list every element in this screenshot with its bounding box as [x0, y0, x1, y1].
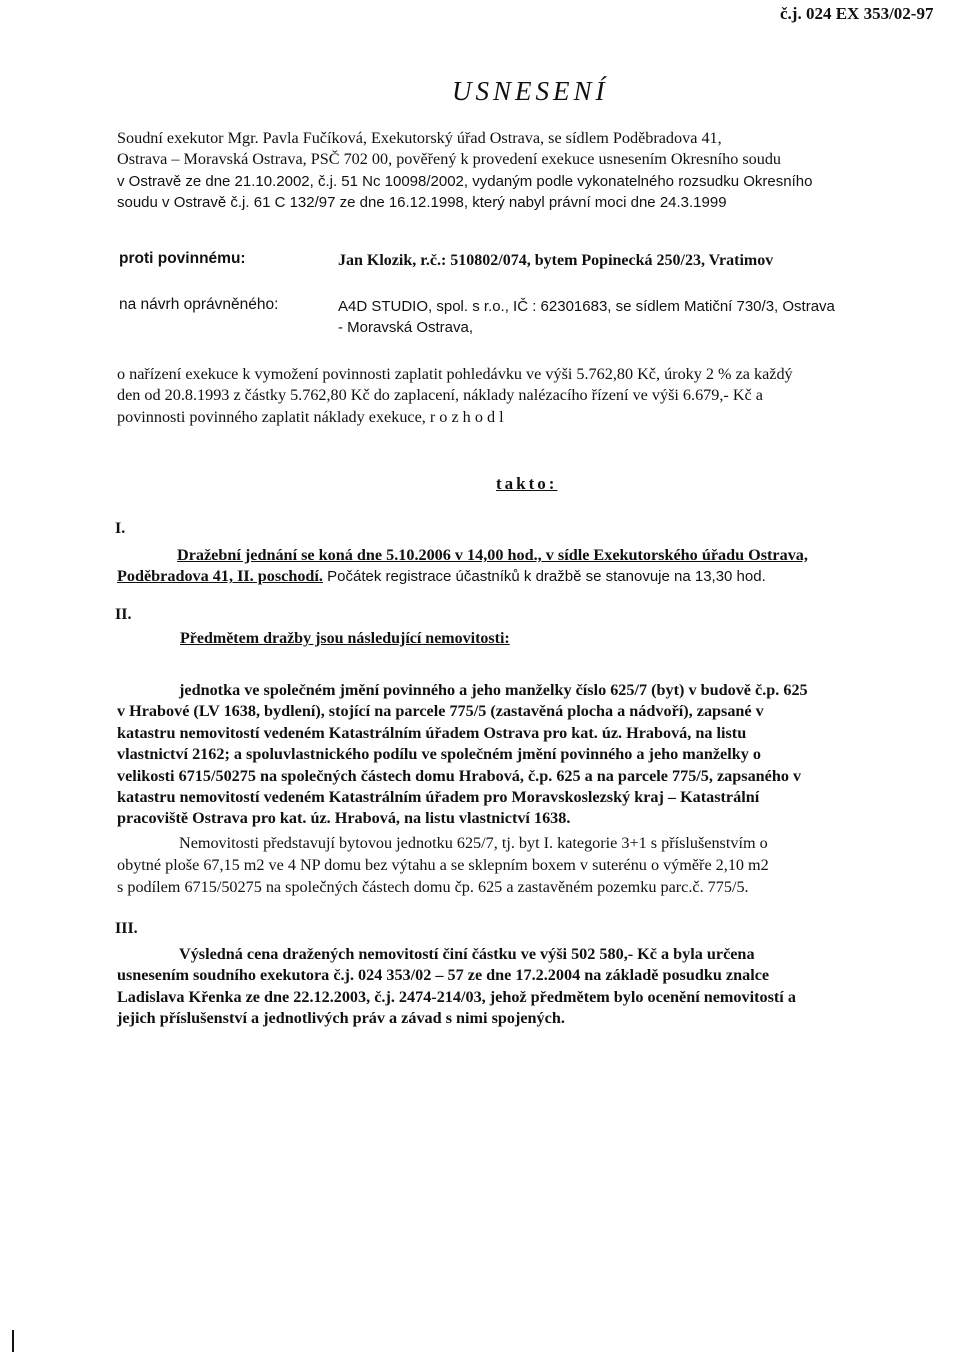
details-line: s podílem 6715/50275 na společných částech domu čp. 625 a zastavěném pozemku parc.č. 775/5. [117, 878, 749, 896]
case-reference: č.j. 024 EX 353/02-97 [780, 4, 934, 23]
document-title: USNESENÍ [452, 76, 609, 106]
scan-margin-mark [12, 1330, 14, 1352]
price-line: Ladislava Křenka ze dne 22.12.2003, č.j. 2474-214/03, jehož předmětem bylo ocenění nemovitostí a [117, 987, 796, 1006]
property-details [117, 832, 957, 898]
takto-heading: takto: [496, 474, 558, 493]
property-line: vlastnictví 2162; a spoluvlastnického podílu ve společném jmění povinného a jeho manželky o [117, 745, 761, 764]
auction-place-line [117, 566, 957, 587]
property-line: v Hrabové (LV 1638, bydlení), stojící na parcele 775/5 (zastavěná plocha a nádvoří), zapsané v [117, 702, 764, 721]
debtor-value: Jan Klozik, r.č.: 510802/074, bytem Popinecká 250/23, Vratimov [338, 252, 774, 269]
property-description [117, 680, 957, 830]
property-line: jednotka ve společném jmění povinného a jeho manželky číslo 625/7 (byt) v budově č.p. 625 [179, 681, 808, 699]
details-line: Nemovitosti představují bytovou jednotku 625/7, tj. byt I. kategorie 3+1 s příslušenstvím o [179, 834, 768, 852]
section-1-text [117, 545, 957, 588]
creditor-line: - Moravská Ostrava, [338, 319, 474, 336]
creditor-line: A4D STUDIO, spol. s r.o., IČ : 62301683, se sídlem Matiční 730/3, Ostrava [338, 298, 835, 315]
property-line: velikosti 6715/50275 na společných částech domu Hrabová, č.p. 625 a na parcele 775/5, zapsaného v [117, 766, 802, 785]
creditor-label: na návrh oprávněného: [119, 296, 279, 313]
section-2-heading: Předmětem dražby jsou následující nemovitosti: [180, 630, 510, 647]
section-1-numeral: I. [115, 520, 126, 537]
intro-line: Ostrava – Moravská Ostrava, PSČ 702 00, pověřený k provedení exekuce usnesením Okresního soudu [117, 150, 782, 169]
property-line: katastru nemovitostí vedeném Katastrálním úřadem pro Moravskoslezský kraj – Katastrální [117, 788, 760, 807]
property-line: pracoviště Ostrava pro kat. úz. Hrabová, na listu vlastnictví 1638. [117, 809, 571, 828]
intro-line: v Ostravě ze dne 21.10.2002, č.j. 51 Nc 10098/2002, vydaným podle vykonatelného rozsudku Okresního [117, 172, 813, 190]
order-paragraph [117, 364, 957, 428]
debtor-label: proti povinnému: [119, 250, 246, 267]
price-line: jejich příslušenství a jednotlivých práv a závad s nimi spojených. [117, 1009, 565, 1028]
price-paragraph [117, 944, 957, 1030]
order-line: povinnosti povinného zaplatit náklady exekuce, r o z h o d l [117, 407, 504, 426]
intro-paragraph [117, 128, 957, 213]
intro-line: Soudní exekutor Mgr. Pavla Fučíková, Exekutorský úřad Ostrava, se sídlem Poděbradova 41, [117, 129, 722, 147]
section-3-numeral: III. [115, 920, 138, 937]
order-line: o nařízení exekuce k vymožení povinnosti zaplatit pohledávku ve výši 5.762,80 Kč, úroky 2 % za každý [117, 365, 793, 383]
price-line: usnesením soudního exekutora č.j. 024 353/02 – 57 ze dne 17.2.2004 na základě posudku znalce [117, 966, 770, 985]
registration-time: Počátek registrace účastníků k dražbě se stanovuje na 13,30 hod. [322, 568, 766, 586]
section-2-numeral: II. [115, 606, 132, 623]
auction-place: Poděbradova 41, II. poschodí. [117, 567, 323, 586]
price-line: Výsledná cena dražených nemovitostí činí částku ve výši 502 580,- Kč a byla určena [179, 945, 755, 963]
auction-date-line: Dražební jednání se koná dne 5.10.2006 v 14,00 hod., v sídle Exekutorského úřadu Ostrava, [177, 546, 808, 564]
intro-line: soudu v Ostravě č.j. 61 C 132/97 ze dne 16.12.1998, který nabyl právní moci dne 24.3.1999 [117, 193, 727, 211]
order-line: den od 20.8.1993 z částky 5.762,80 Kč do zaplacení, náklady nalézacího řízení ve výši 6.679,- Kč a [117, 386, 763, 405]
creditor-value [338, 296, 953, 338]
property-line: katastru nemovitostí vedeném Katastrálním úřadem Ostrava pro kat. úz. Hrabová, na listu [117, 723, 747, 742]
details-line: obytné ploše 67,15 m2 ve 4 NP domu bez výtahu a se sklepním boxem v suterénu o výměře 2,10 m2 [117, 856, 769, 874]
